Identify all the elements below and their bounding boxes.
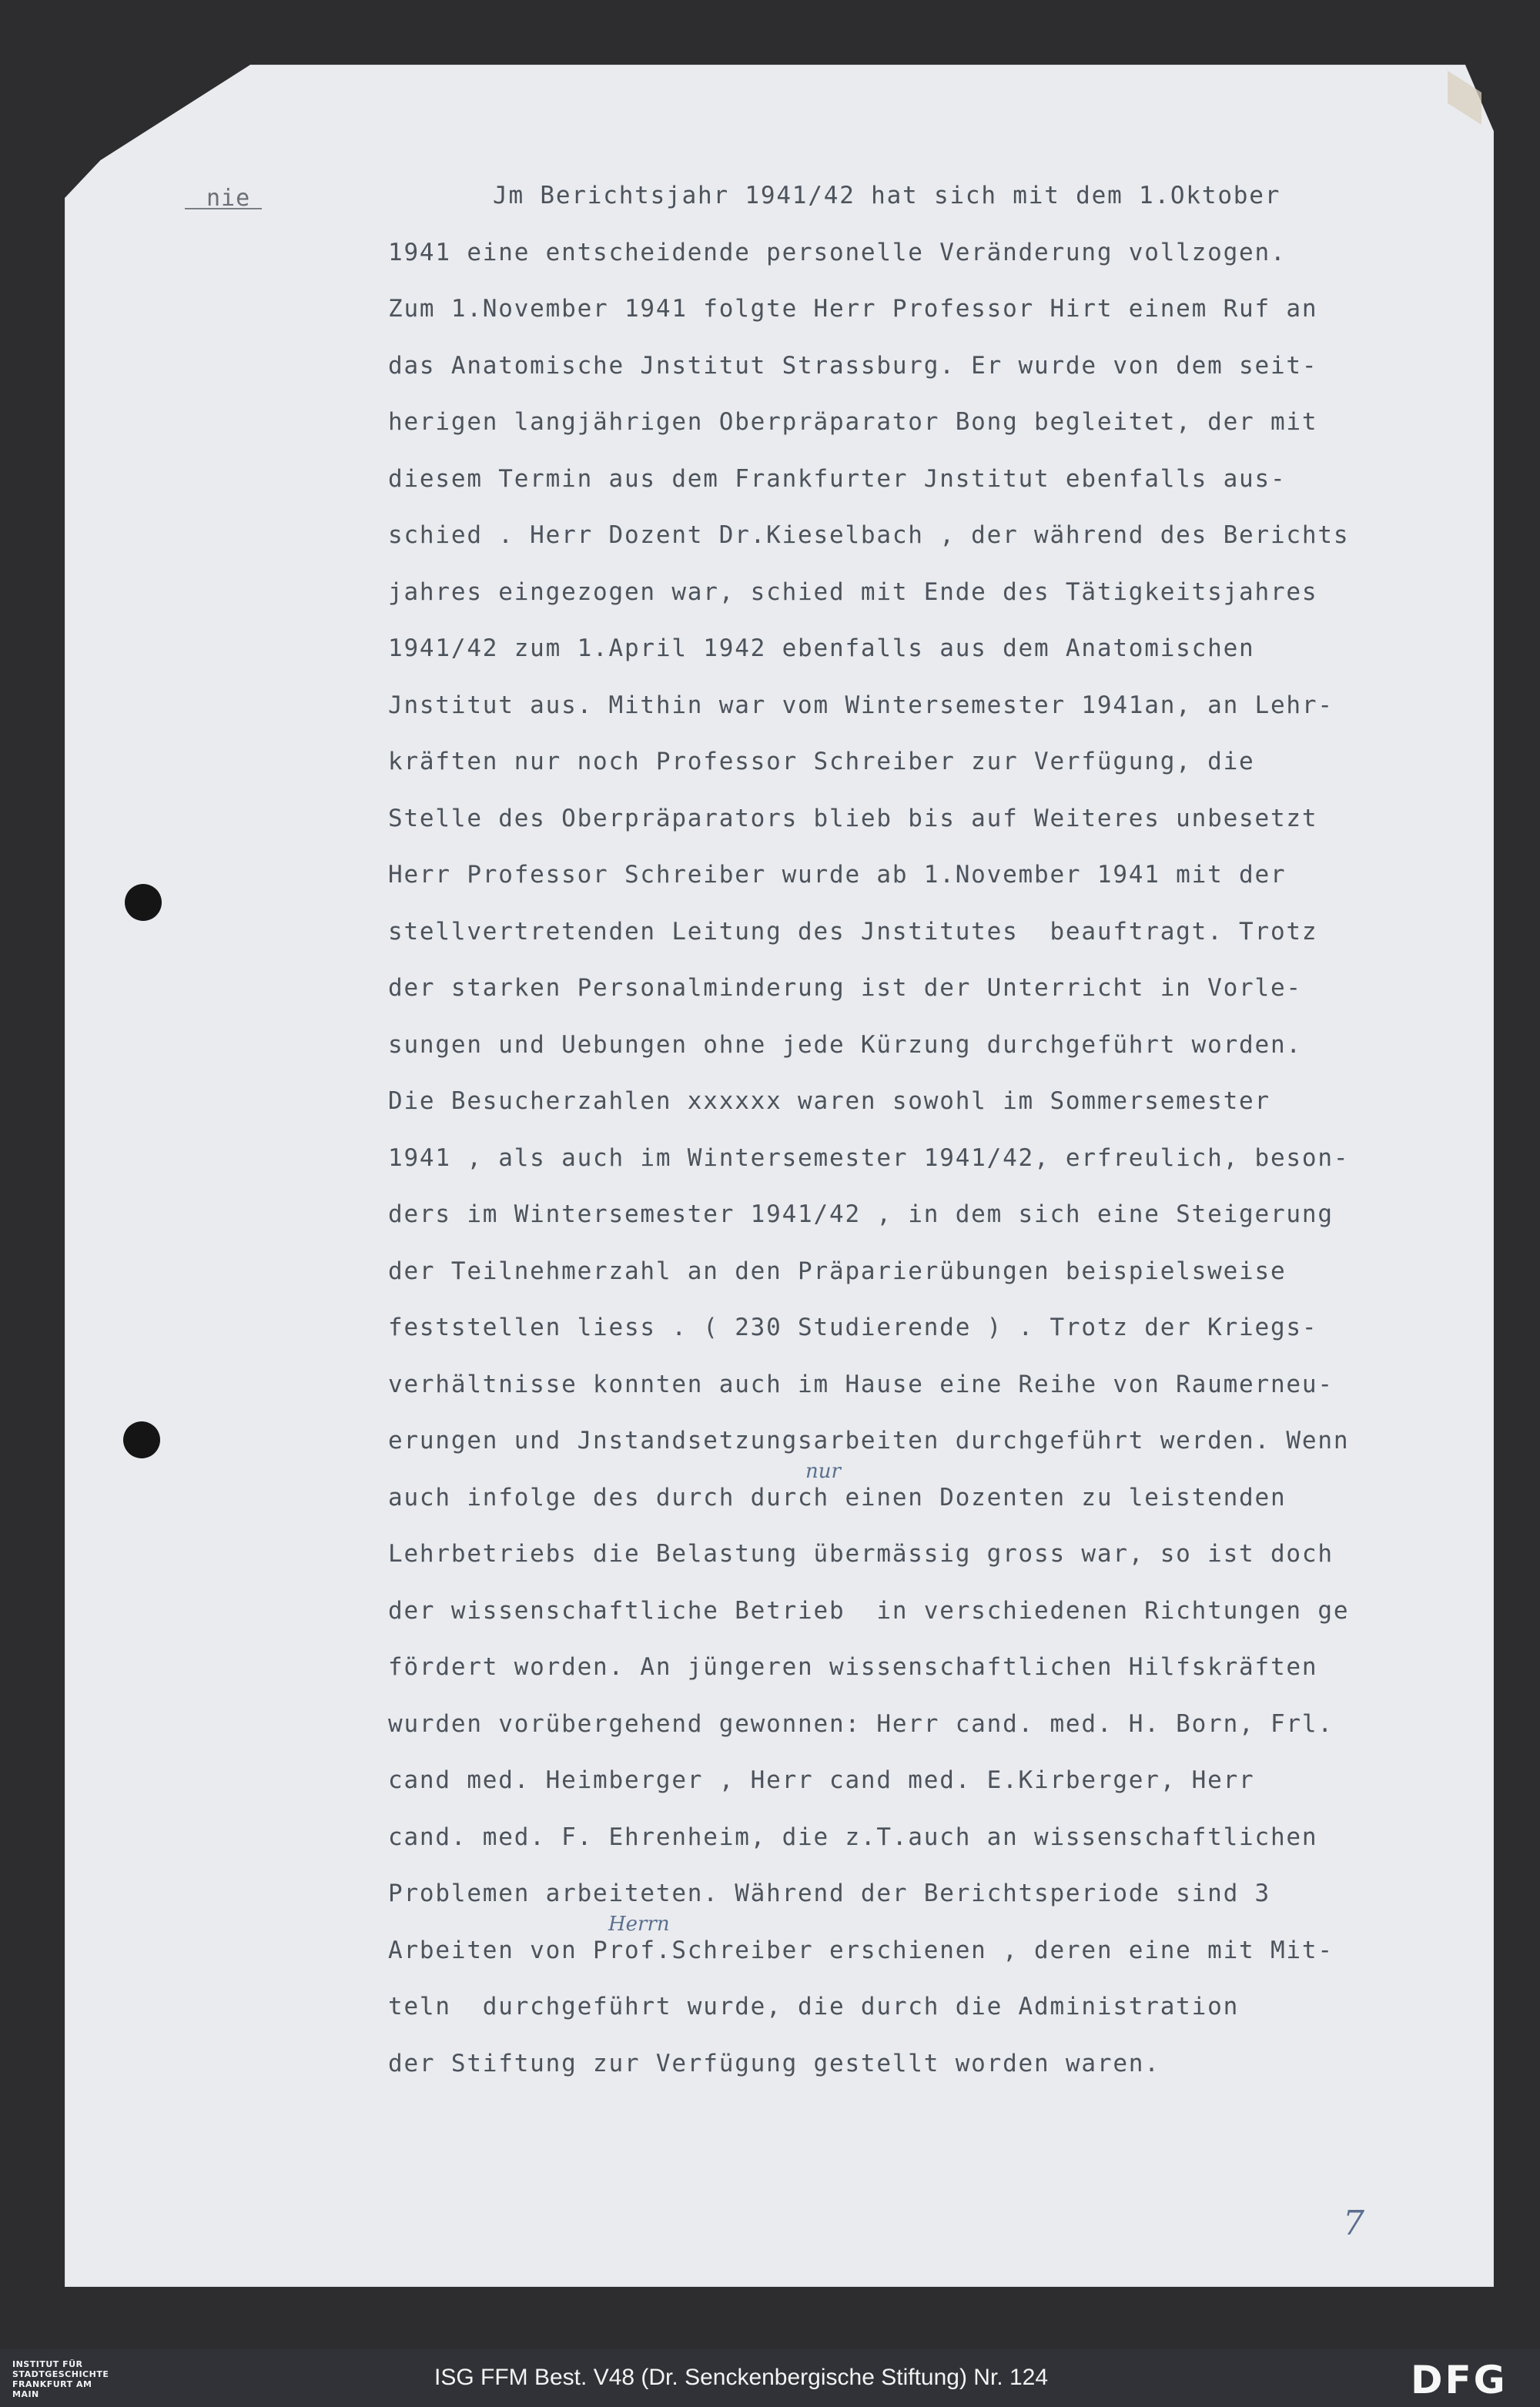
text-line: der starken Personalminderung ist der Unterricht in Vorle- — [388, 974, 1302, 1002]
text-line: 1941 , als auch im Wintersemester 1941/42, erfreulich, beson- — [388, 1143, 1350, 1172]
text-line: der Stiftung zur Verfügung gestellt worden waren. — [388, 2049, 1160, 2077]
page-number: 7 — [1343, 2204, 1364, 2243]
text-line: erungen und Jnstandsetzungsarbeiten durchgeführt werden. Wenn — [388, 1427, 1350, 1455]
text-line: jahres eingezogen war, schied mit Ende des Tätigkeitsjahres — [388, 577, 1318, 606]
text-line: kräften nur noch Professor Schreiber zur Verfügung, die — [388, 748, 1255, 775]
punch-hole-top — [125, 884, 162, 921]
text-line: Stelle des Oberpräparators blieb bis auf Weiteres unbesetzt — [388, 804, 1318, 832]
text-line: Jnstitut aus. Mithin war vom Wintersemester 1941an, an Lehr- — [388, 691, 1334, 719]
archive-reference: ISG FFM Best. V48 (Dr. Senckenbergische Stiftung) Nr. 124 — [434, 2365, 1049, 2390]
handwritten-note-herrn: Herrn — [608, 1913, 670, 1936]
punch-hole-bottom — [123, 1421, 160, 1458]
text-line: auch infolge des durch durch einen Dozenten zu leistenden — [388, 1483, 1287, 1511]
text-line: sungen und Uebungen ohne jede Kürzung durchgeführt worden. — [388, 1030, 1302, 1059]
text-line: Arbeiten von Prof.Schreiber erschienen , deren eine mit Mit- — [388, 1936, 1334, 1964]
margin-label: nie — [206, 185, 251, 212]
text-line: herigen langjährigen Oberpräparator Bong begleitet, der mit — [388, 408, 1318, 436]
text-line: das Anatomische Jnstitut Strassburg. Er wurde von dem seit- — [388, 351, 1318, 380]
text-line: cand. med. F. Ehrenheim, die z.T.auch an wissenschaftlichen — [388, 1823, 1318, 1851]
text-line: der Teilnehmerzahl an den Präparierübungen beispielsweise — [388, 1257, 1287, 1285]
text-line: 1941/42 zum 1.April 1942 ebenfalls aus dem Anatomischen — [388, 634, 1255, 662]
text-line: Herr Professor Schreiber wurde ab 1.November 1941 mit der — [388, 861, 1287, 889]
text-line: 1941 eine entscheidende personelle Veränderung vollzogen. — [388, 238, 1287, 266]
text-line: Zum 1.November 1941 folgte Herr Professor Hirt einem Ruf an — [388, 295, 1318, 323]
dfg-logo: DFG — [1411, 2358, 1508, 2402]
text-line: feststellen liess . ( 230 Studierende ) . Trotz der Kriegs- — [388, 1314, 1318, 1341]
handwritten-note-nur: nur — [805, 1460, 841, 1483]
text-line: ders im Wintersemester 1941/42 , in dem sich eine Steigerung — [388, 1200, 1334, 1228]
text-line: diesem Termin aus dem Frankfurter Jnstitut ebenfalls aus- — [388, 464, 1287, 493]
institute-logo: INSTITUT FÜR STADTGESCHICHTE FRANKFURT AM MAIN — [12, 2359, 109, 2399]
text-line: schied . Herr Dozent Dr.Kieselbach , der während des Berichts — [388, 521, 1350, 549]
text-line: teln durchgeführt wurde, die durch die Administration — [388, 1993, 1240, 2020]
typed-text-body — [388, 168, 1481, 2092]
text-line: Jm Berichtsjahr 1941/42 hat sich mit dem 1.Oktober — [493, 182, 1281, 209]
text-line: stellvertretenden Leitung des Jnstitutes beauftragt. Trotz — [388, 917, 1318, 946]
text-line: der wissenschaftliche Betrieb in verschiedenen Richtungen ge — [388, 1596, 1350, 1625]
text-line: cand med. Heimberger , Herr cand med. E.Kirberger, Herr — [388, 1766, 1255, 1794]
text-line: verhältnisse konnten auch im Hause eine Reihe von Raumerneu- — [388, 1370, 1334, 1398]
text-line: Problemen arbeiteten. Während der Berichtsperiode sind 3 — [388, 1880, 1270, 1907]
text-line: wurden vorübergehend gewonnen: Herr cand. med. H. Born, Frl. — [388, 1709, 1334, 1738]
text-line: Lehrbetriebs die Belastung übermässig gross war, so ist doch — [388, 1540, 1334, 1568]
text-line: fördert worden. An jüngeren wissenschaftlichen Hilfskräften — [388, 1653, 1318, 1681]
text-line: Die Besucherzahlen xxxxxx waren sowohl im Sommersemester — [388, 1087, 1270, 1115]
footer-bar — [0, 2348, 1540, 2407]
